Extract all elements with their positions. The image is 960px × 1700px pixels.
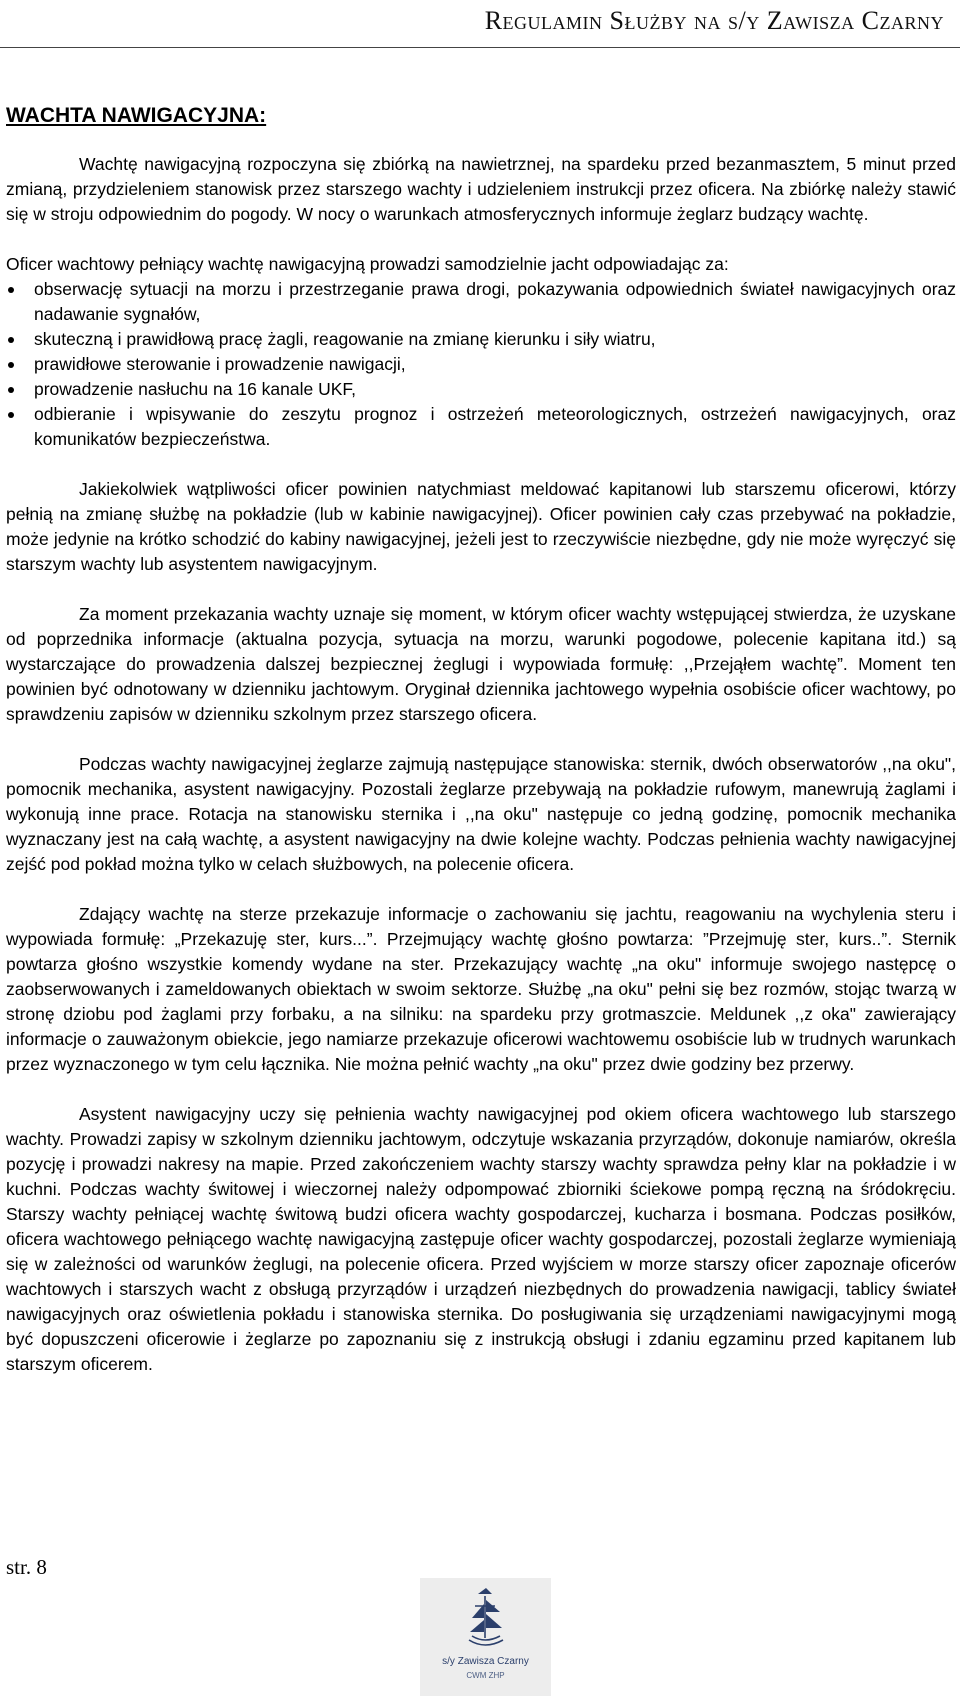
page-number: str. 8 <box>6 1555 47 1579</box>
document-title: Regulamin Służby na s/y Zawisza Czarny <box>484 6 944 35</box>
bullet-icon <box>8 387 14 393</box>
paragraph-officer-intro: Oficer wachtowy pełniący wachtę nawigacyjną prowadzi samodzielnie jacht odpowiadając za: <box>6 254 729 274</box>
page-header <box>0 0 960 54</box>
paragraph-helm: Zdający wachtę na sterze przekazuje informacje o zachowaniu się jachtu, reagowaniu na wychylenia steru i wypowiada formułę: „Przekazuję ster, kurs...”. Przejmujący wachtę głośno powtarza: ”Przejmuję ster, kurs..”. Sternik powtarza głośno wszystkie komendy wydane na ster. Przekazujący wachtę „na oku" informuje swojego następcę o zaobserwowanych i zameldowanych obiektach w swoim sektorze. Służbę „na oku" pełni się bez rozmów, stojąc twarzą w stronę dziobu pod żaglami przy forbaku, a na silniku: na spardeku przy grotmaszcie. Meldunek ,,z oka" zawierający informacje o zauważonym obiekcie, jego namiarze przekazuje oficerowi wachtowemu osobiście lub w trudnych warunkach przez wyznaczonego w tym celu łącznika. Nie można pełnić wachty „na oku" przez dwie godziny bez przerwy. <box>6 904 956 1074</box>
list-item: prawidłowe sterowanie i prowadzenie nawigacji, <box>6 352 956 377</box>
header-divider <box>0 47 960 48</box>
list-item: obserwację sytuacji na morzu i przestrzeganie prawa drogi, pokazywania odpowiednich świateł nawigacyjnych oraz nadawanie sygnałów, <box>6 277 956 327</box>
list-item: skuteczną i prawidłową pracę żagli, reagowanie na zmianę kierunku i siły wiatru, <box>6 327 956 352</box>
paragraph-muster: Wachtę nawigacyjną rozpoczyna się zbiórką na nawietrznej, na spardeku przed bezanmasztem, 5 minut przed zmianą, przydzieleniem stanowisk przez starszego wachty i udzieleniem instrukcji przez oficera. Na zbiórkę należy stawić się w stroju odpowiednim do pogody. W nocy o warunkach atmosferycznych informuje żeglarz budzący wachtę. <box>6 154 956 224</box>
ship-emblem-icon <box>420 1578 551 1658</box>
bullet-icon <box>8 412 14 418</box>
paragraph-assistant: Asystent nawigacyjny uczy się pełnienia wachty nawigacyjnej pod okiem oficera wachtowego lub starszego wachty. Prowadzi zapisy w szkolnym dzienniku jachtowym, odczytuje wskazania przyrządów, dokonuje namiarów, określa pozycję i prowadzi nakresy na mapie. Przed zakończeniem wachty starszy wachty sprawdza pełny klar na pokładzie i w kuchni. Podczas wachty świtowej i wieczornej należy odpompować zbiorniki ściekowe pompą ręczną na śródokręciu. Starszy wachty pełniącej wachtę świtową budzi oficera wachty gospodarczej, kucharza i bosmana. Podczas posiłków, oficera wachtowego pełniącego wachtę nawigacyjną zastępuje oficer wachty gospodarczej, pozostali żeglarze wymieniają się w zależności od warunków żeglugi, na polecenie oficera. Przed wyjściem w morze starszy oficer zapoznaje oficerów wachtowych i starszych wacht z obsługą przyrządów i urządzeń niezbędnych do prowadzenia nawigacji, tablicy świateł nawigacyjnych oraz oświetlenia pokładu i stanowiska sternika. Do posługiwania się urządzeniami nawigacyjnymi mogą być dopuszczeni oficerowie i żeglarze po zapoznaniu się z instrukcją obsługi i zdaniu egzaminu przed kapitanem lub starszym oficerem. <box>6 1104 956 1374</box>
logo-name: s/y Zawisza Czarny <box>442 1656 529 1667</box>
footer-logo <box>420 1578 551 1696</box>
document-body <box>6 103 956 1377</box>
paragraph-doubts: Jakiekolwiek wątpliwości oficer powinien natychmiast meldować kapitanowi lub starszemu oficerowi, którzy pełnią na zmianę służbę na pokładzie (lub w kabinie nawigacyjnej). Oficer powinien cały czas przebywać na pokładzie, może jedynie na krótko schodzić do kabiny nawigacyjnej, jeżeli jest to rzeczywiście niezbędne, gdy nie może wyręczyć się starszym wachty lub asystentem nawigacyjnym. <box>6 479 956 574</box>
section-title: WACHTA NAWIGACYJNA: <box>6 104 267 127</box>
paragraph-handover: Za moment przekazania wachty uznaje się moment, w którym oficer wachty wstępującej stwierdza, że uzyskane od poprzednika informacje (aktualna pozycja, sytuacja na morzu, warunki pogodowe, polecenie kapitana itd.) są wystarczające do prowadzenia dalszej bezpiecznej żeglugi i wypowiada formułę: ,,Przejąłem wachtę”. Moment ten powinien być odnotowany w dzienniku jachtowym. Oryginał dziennika jachtowego wypełnia osobiście oficer wachtowy, po sprawdzeniu zapisów w dzienniku szkolnym przez starszego oficera. <box>6 604 956 724</box>
list-item: odbieranie i wpisywanie do zeszytu prognoz i ostrzeżeń meteorologicznych, ostrzeżeń nawigacyjnych, oraz komunikatów bezpieczeństwa. <box>6 402 956 452</box>
bullet-icon <box>8 337 14 343</box>
bullet-icon <box>8 362 14 368</box>
paragraph-stations: Podczas wachty nawigacyjnej żeglarze zajmują następujące stanowiska: sternik, dwóch obserwatorów ,,na oku", pomocnik mechanika, asystent nawigacyjny. Pozostali żeglarze przebywają na pokładzie rufowym, manewrują żaglami i wykonują inne prace. Rotacja na stanowisku sternika i ,,na oku" następuje co jedną godzinę, pomocnik mechanika wyznaczany jest na całą wachtę, a asystent nawigacyjny na dwie kolejne wachty. Podczas pełnienia wachty nawigacyjnej zejść pod pokład można tylko w celach służbowych, na polecenie oficera. <box>6 754 956 874</box>
officer-duties-list <box>6 277 956 452</box>
logo-subtitle: CWM ZHP <box>466 1671 505 1680</box>
list-item: prowadzenie nasłuchu na 16 kanale UKF, <box>6 377 956 402</box>
bullet-icon <box>8 287 14 293</box>
